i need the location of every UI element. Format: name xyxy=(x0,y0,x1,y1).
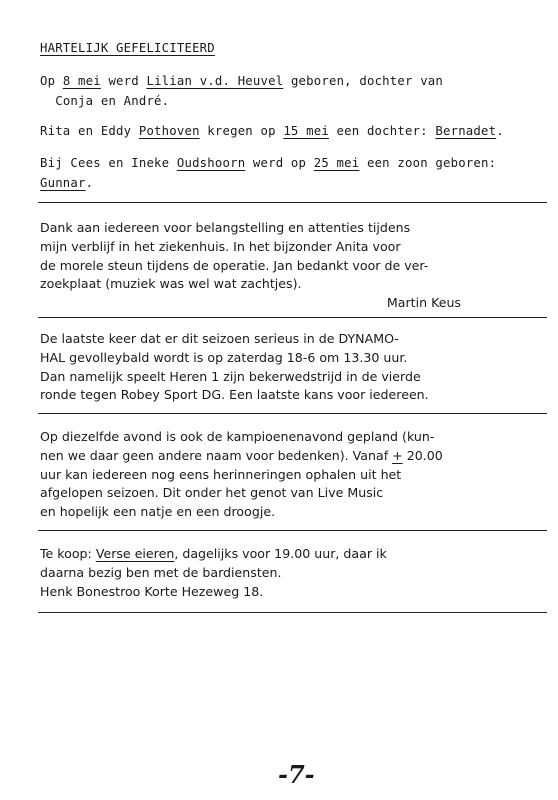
for-sale-notice: Te koop: Verse eieren, dagelijks voor 19.00 uur, daar ik daarna bezig ben met de bardiensten. Henk Bonestroo Korte Hezeweg 18. xyxy=(40,545,545,601)
divider xyxy=(38,413,547,414)
divider xyxy=(38,530,547,531)
divider xyxy=(38,612,547,613)
birth-announcement-bernadet: Rita en Eddy Pothoven kregen op 15 mei een dochter: Bernadet. xyxy=(40,124,504,138)
thank-you-note: Dank aan iedereen voor belangstelling en attenties tijdens mijn verblijf in het ziekenhuis. In het bijzonder Anita voor de morele steun tijdens de operatie. Jan bedankt voor de ver- zoekplaat (muziek was wel wat zachtjes). Martin Keus xyxy=(40,219,545,313)
volleyball-notice: De laatste keer dat er dit seizoen serieus in de DYNAMO- HAL gevolleybald wordt is op zaterdag 18-6 om 13.30 uur. Dan namelijk speelt Heren 1 zijn bekerwedstrijd in de vierde ronde tegen Robey Sport DG. Een laatste kans voor iedereen. xyxy=(40,331,429,403)
parents-names: Conja en André. xyxy=(55,94,170,108)
page-number: -7- xyxy=(278,760,315,789)
divider xyxy=(38,202,547,203)
divider xyxy=(38,317,547,318)
baby-name: Gunnar xyxy=(40,176,86,190)
signature: Martin Keus xyxy=(386,295,461,311)
baby-name: Lilian v.d. Heuvel xyxy=(146,74,284,88)
approx-sign: + xyxy=(392,447,403,463)
birth-date: 8 mei xyxy=(62,74,101,88)
family-surname: Oudshoorn xyxy=(176,156,246,170)
birth-date: 15 mei xyxy=(283,124,329,138)
sale-item: Verse eieren xyxy=(95,546,175,561)
family-surname: Pothoven xyxy=(138,124,200,138)
baby-name: Bernadet xyxy=(435,124,497,138)
birth-announcement-gunnar: Bij Cees en Ineke Oudshoorn werd op 25 mei een zoon geboren: Gunnar. xyxy=(40,156,497,190)
birth-date: 25 mei xyxy=(313,156,360,170)
birth-announcement-lilian: Op 8 mei werd Lilian v.d. Heuvel geboren, dochter van Conja en André. xyxy=(40,74,444,108)
championship-evening-notice: Op diezelfde avond is ook de kampioenenavond gepland (kun- nen we daar geen andere naam voor bedenken). Vanaf + 20.00 uur kan iedereen nog eens herinneringen ophalen uit het afgelopen seizoen. Dit onder het genot van Live Music en hopelijk een natje en een droogje. xyxy=(40,429,443,520)
seller-address: Henk Bonestroo Korte Hezeweg 18. xyxy=(40,583,264,599)
section-heading: HARTELIJK GEFELICITEERD xyxy=(40,41,215,55)
